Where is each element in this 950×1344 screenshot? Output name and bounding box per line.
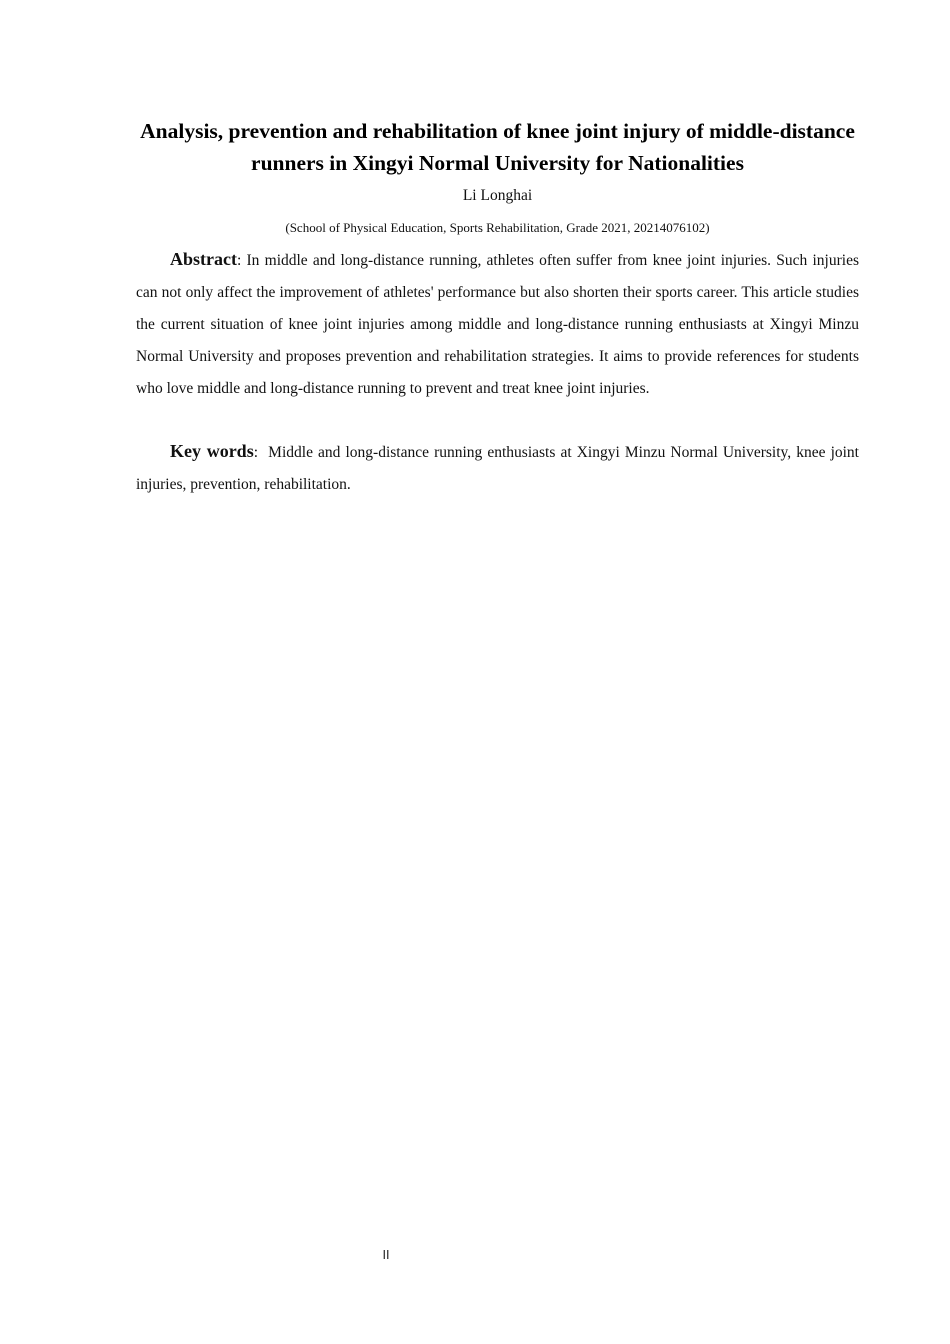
keywords-separator: :: [253, 444, 259, 461]
keywords-text: Middle and long-distance running enthusiasts at Xingyi Minzu Normal University, knee joint injuries, prevention, rehabilitation.: [136, 444, 863, 493]
abstract-label: Abstract: [170, 249, 237, 269]
keywords-label: Key words: [170, 441, 254, 461]
abstract-paragraph: [136, 243, 859, 405]
page-number: II: [382, 1248, 390, 1262]
abstract-separator: :: [236, 252, 242, 269]
keywords-paragraph: [136, 435, 863, 501]
abstract-text: In middle and long-distance running, athletes often suffer from knee joint injuries. Such injuries can not only affect the improvement of athletes' performance but also shorten their sports career. This article studies the current situation of knee joint injuries among middle and long-distance running enthusiasts at Xingyi Minzu Normal University and proposes prevention and rehabilitation strategies. It aims to provide references for students who love middle and long-distance running to prevent and treat knee joint injuries.: [136, 252, 859, 397]
author-affiliation: (School of Physical Education, Sports Rehabilitation, Grade 2021, 20214076102): [285, 220, 710, 235]
author-name: Li Longhai: [462, 187, 533, 204]
paper-title: Analysis, prevention and rehabilitation of knee joint injury of middle-distance runners in Xingyi Normal University for Nationalities: [140, 119, 855, 175]
